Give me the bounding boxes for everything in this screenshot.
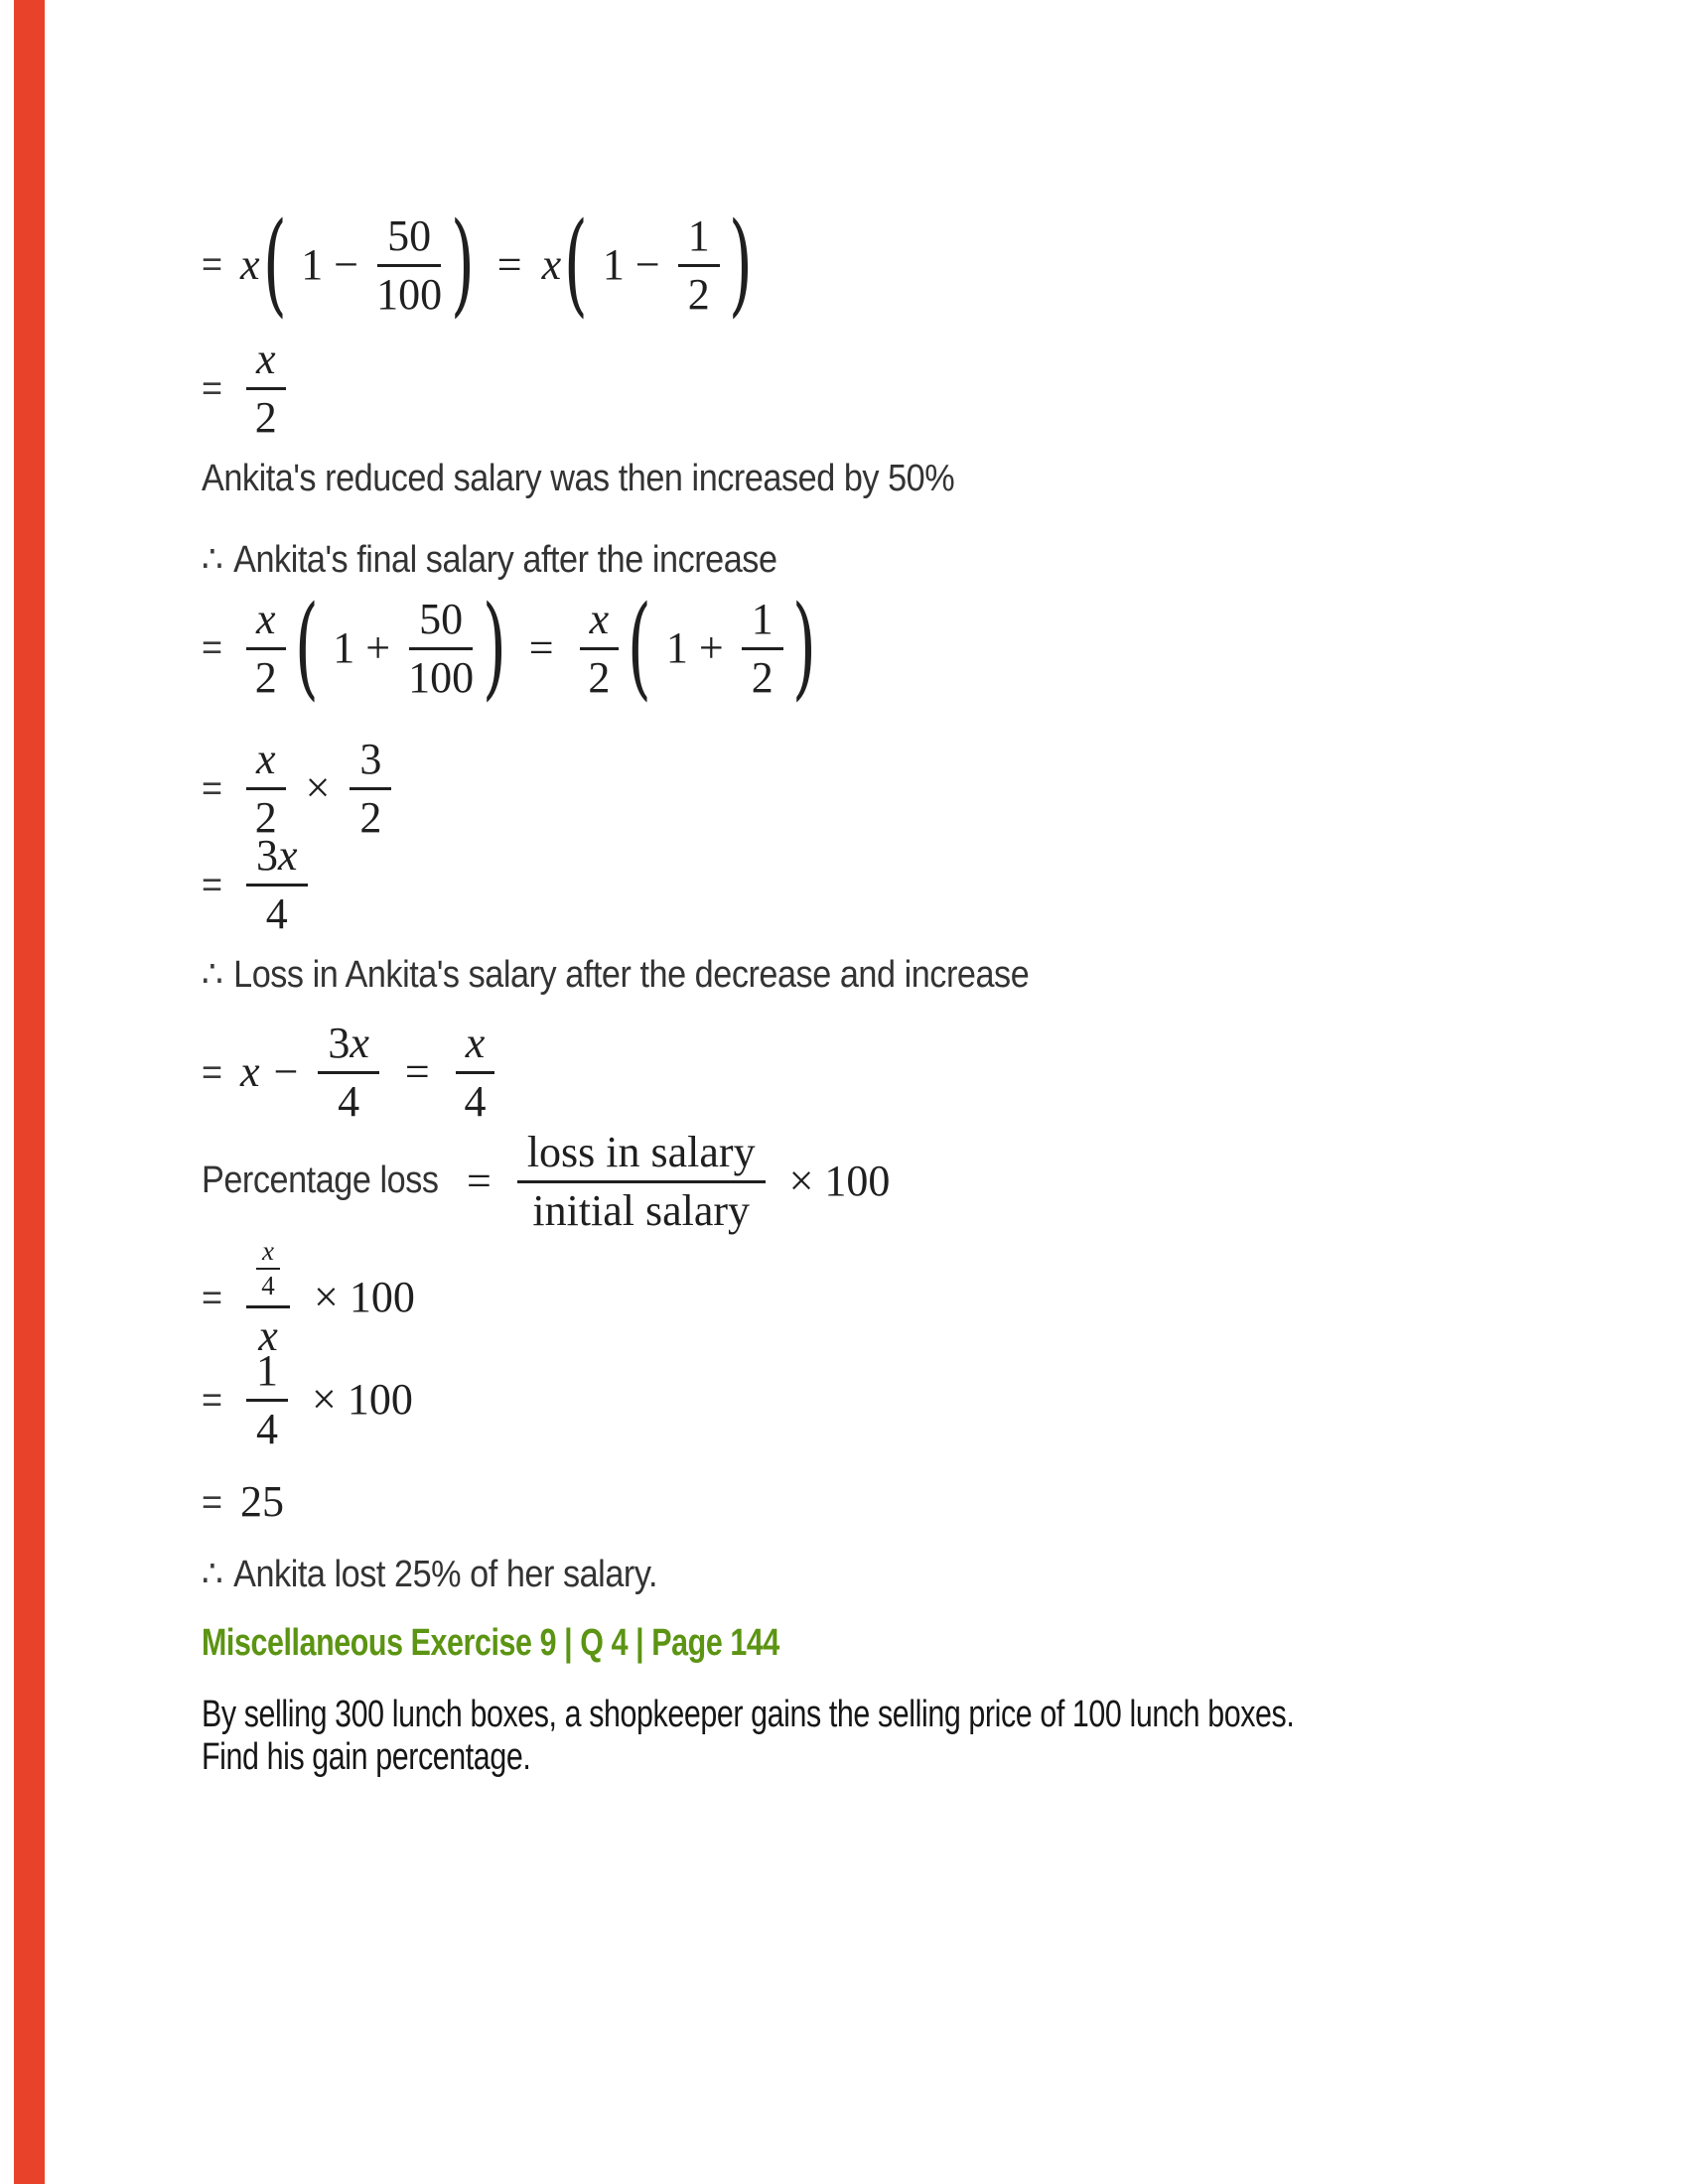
open-paren: ( <box>627 583 652 712</box>
fraction-3x-4 <box>246 832 308 936</box>
fraction-denominator: 2 <box>751 652 774 702</box>
times-100: × 100 <box>312 1375 413 1424</box>
equation-final-result <box>202 832 314 936</box>
fraction-1-2 <box>678 212 720 317</box>
times-100: × 100 <box>788 1157 891 1205</box>
fraction-numerator: x <box>246 596 286 650</box>
exercise-heading <box>202 1622 779 1665</box>
fraction-denominator: 2 <box>254 793 277 842</box>
equation-multiply <box>202 736 397 840</box>
equation-reduced-salary-result <box>202 336 292 440</box>
equals-prefix: = <box>202 243 223 284</box>
question-line-2: Find his gain percentage. <box>202 1736 531 1778</box>
loss-line <box>202 952 1029 997</box>
close-paren: ) <box>728 200 753 329</box>
math-term: 1 − <box>602 239 660 289</box>
fraction-3-2 <box>350 736 391 840</box>
minus-sign: − <box>273 1047 299 1096</box>
fraction-denominator: 4 <box>265 889 288 938</box>
fraction-numerator <box>318 1020 379 1074</box>
close-paren: ) <box>450 200 475 329</box>
equation-loss <box>202 1020 500 1124</box>
fraction-1-4 <box>246 1347 288 1451</box>
fraction-numerator: 50 <box>377 212 441 267</box>
multiply-sign: × <box>305 763 331 812</box>
therefore-symbol: ∴ <box>202 1554 223 1595</box>
equals-sign: = <box>467 1157 492 1205</box>
fraction-denominator: x <box>258 1311 278 1360</box>
fraction-numerator: 1 <box>742 596 783 650</box>
page-edge-accent-bar <box>14 0 45 2184</box>
percentage-loss-label: Percentage loss <box>202 1160 439 1201</box>
equation-percentage-formula <box>202 1129 890 1233</box>
equation-final-salary-expanded <box>202 583 818 712</box>
fraction-numerator <box>246 832 308 887</box>
fraction-denominator: 2 <box>359 793 382 842</box>
fraction-x-2 <box>246 596 286 700</box>
fraction-denominator: 4 <box>338 1077 360 1126</box>
fraction-numerator: 1 <box>246 1347 288 1402</box>
math-variable: x <box>541 239 562 289</box>
fraction-loss-initial <box>517 1129 766 1233</box>
conclusion-text: Ankita lost 25% of her salary. <box>233 1554 657 1595</box>
fraction-denominator: 100 <box>408 652 475 702</box>
fraction-numerator: x <box>256 1238 280 1270</box>
fraction-numerator: 50 <box>409 596 473 650</box>
equals-prefix: = <box>202 766 223 808</box>
fraction-numerator: 3 <box>350 736 391 790</box>
close-paren: ) <box>791 583 816 712</box>
exercise-heading-text: Miscellaneous Exercise 9 | Q 4 | Page 144 <box>202 1622 779 1664</box>
equals-sign: = <box>496 239 522 289</box>
equals-sign: = <box>404 1047 430 1096</box>
final-salary-line <box>202 537 777 582</box>
equals-prefix: = <box>202 366 223 408</box>
math-term: 1 + <box>665 622 724 672</box>
math-term: 1 − <box>301 239 359 289</box>
fraction-3x-4 <box>318 1020 379 1124</box>
math-variable: x <box>240 1047 260 1096</box>
equals-prefix: = <box>202 1480 223 1522</box>
fraction-denominator: 2 <box>254 652 277 702</box>
fraction-x-2 <box>246 336 286 440</box>
times-100: × 100 <box>314 1273 415 1321</box>
fraction-x-2 <box>246 736 286 840</box>
fraction-nested <box>246 1236 290 1358</box>
fraction-numerator: 1 <box>678 212 720 267</box>
question-line-1: By selling 300 lunch boxes, a shopkeeper gains the selling price of 100 lunch boxes. <box>202 1694 1295 1735</box>
open-paren: ( <box>262 200 287 329</box>
fraction-denominator: 2 <box>254 393 277 442</box>
equals-prefix: = <box>202 1378 223 1420</box>
math-variable: x <box>278 831 298 880</box>
fraction-1-2 <box>742 596 783 700</box>
loss-line-text: Loss in Ankita's salary after the decrease and increase <box>233 954 1030 996</box>
equals-prefix: = <box>202 863 223 904</box>
conclusion-line <box>202 1552 657 1596</box>
equation-percentage-substituted <box>202 1236 415 1358</box>
note-increase-text: Ankita's reduced salary was then increased by 50% <box>202 458 955 499</box>
fraction-50-100 <box>376 212 442 317</box>
fraction-numerator <box>246 1236 290 1308</box>
fraction-denominator: 2 <box>687 269 710 319</box>
equals-sign: = <box>528 622 554 672</box>
result-value: 25 <box>240 1477 285 1526</box>
note-increase-line <box>202 458 954 500</box>
equation-percentage-simplified <box>202 1347 413 1451</box>
therefore-symbol: ∴ <box>202 954 223 996</box>
fraction-denominator: 4 <box>256 1405 279 1453</box>
fraction-x-4-small <box>256 1238 280 1299</box>
fraction-x-4 <box>456 1020 495 1124</box>
fraction-denominator: 4 <box>261 1271 275 1300</box>
math-term: 1 + <box>333 622 391 672</box>
math-number: 3 <box>256 831 279 880</box>
fraction-numerator: x <box>456 1020 495 1074</box>
fraction-denominator: 4 <box>464 1077 487 1126</box>
therefore-symbol: ∴ <box>202 539 223 581</box>
fraction-numerator: loss in salary <box>517 1129 766 1183</box>
open-paren: ( <box>294 583 319 712</box>
fraction-numerator: x <box>246 336 286 390</box>
fraction-denominator: initial salary <box>532 1186 751 1235</box>
fraction-numerator: x <box>246 736 286 790</box>
fraction-50-100 <box>408 596 474 700</box>
fraction-numerator: x <box>580 596 620 650</box>
fraction-denominator: 2 <box>588 652 611 702</box>
equation-percentage-value <box>202 1476 284 1527</box>
open-paren: ( <box>563 200 589 329</box>
math-variable: x <box>240 239 260 289</box>
math-number: 3 <box>328 1019 351 1067</box>
close-paren: ) <box>482 583 506 712</box>
fraction-x-2 <box>580 596 620 700</box>
next-question <box>202 1694 1294 1779</box>
final-salary-text: Ankita's final salary after the increase <box>233 539 777 581</box>
math-variable: x <box>350 1019 369 1067</box>
fraction-denominator: 100 <box>376 269 443 319</box>
equals-prefix: = <box>202 1276 223 1317</box>
equals-prefix: = <box>202 626 223 667</box>
equation-reduced-salary-expanded <box>202 200 755 329</box>
equals-prefix: = <box>202 1050 223 1092</box>
